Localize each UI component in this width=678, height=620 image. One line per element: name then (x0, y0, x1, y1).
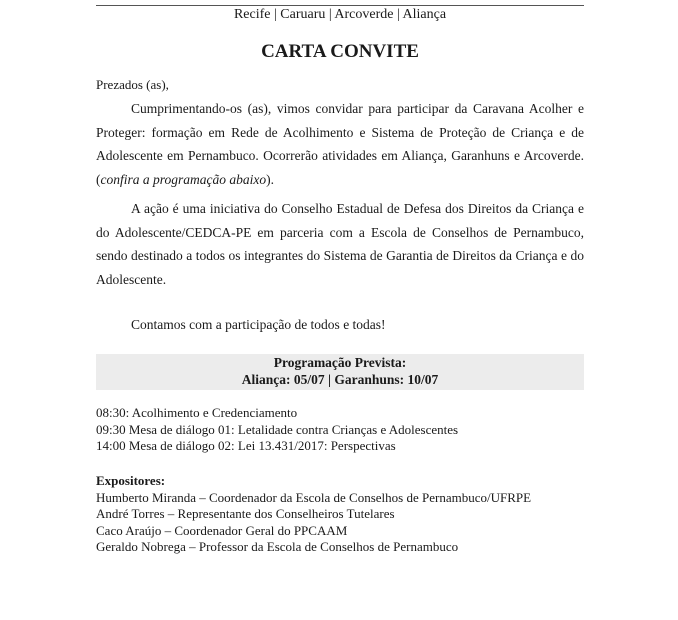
paragraph-invitation-italic: confira a programação abaixo (100, 171, 267, 187)
schedule-item: 14:00 Mesa de diálogo 02: Lei 13.431/2017: Perspectivas (96, 438, 396, 453)
expositores-section (96, 473, 531, 556)
header-cities: Recife | Caruaru | Arcoverde | Aliança (233, 7, 447, 22)
closing-line: Contamos com a participação de todos e todas! (131, 317, 386, 332)
schedule-list (96, 405, 458, 455)
programacao-heading: Programação Prevista: (273, 355, 407, 370)
expositor-item: Humberto Miranda – Coordenador da Escola de Conselhos de Pernambuco/UFRPE (96, 489, 532, 505)
expositor-item: Geraldo Nobrega – Professor da Escola de Conselhos de Pernambuco (96, 539, 459, 554)
schedule-item: 09:30 Mesa de diálogo 01: Letalidade contra Crianças e Adolescentes (96, 421, 459, 437)
expositor-item: André Torres – Representante dos Conselheiros Tutelares (96, 506, 395, 521)
schedule-item: 08:30: Acolhimento e Credenciamento (96, 405, 298, 420)
salutation: Prezados (as), (96, 77, 169, 92)
expositor-item: Caco Araújo – Coordenador Geral do PPCAAM (96, 522, 348, 538)
programacao-dates: Aliança: 05/07 | Garanhuns: 10/07 (241, 372, 439, 387)
programacao-box (96, 354, 584, 390)
paragraph-invitation (96, 97, 584, 191)
letter-title: CARTA CONVITE (261, 41, 419, 62)
expositores-label: Expositores: (96, 473, 166, 488)
paragraph-invitation-text: Cumprimentando-os (as), vimos convidar para participar da Caravana Acolher e Proteger: formação em Rede de Acolhimento e Sistema de Proteção de Criança e de Adolescente em Pernambuco. Ocorrerão atividades em Aliança, Garanhuns e Arcoverde. ( (96, 101, 584, 187)
paragraph-invitation-end: ). (266, 171, 274, 187)
paragraph-initiative: A ação é uma iniciativa do Conselho Estadual de Defesa dos Direitos da Criança e do Adolescente/CEDCA-PE em parceria com a Escola de Conselhos de Pernambuco, sendo destinado a todos os integrantes do Sistema de Garantia de Direitos da Criança e do Adolescente. (96, 201, 584, 287)
